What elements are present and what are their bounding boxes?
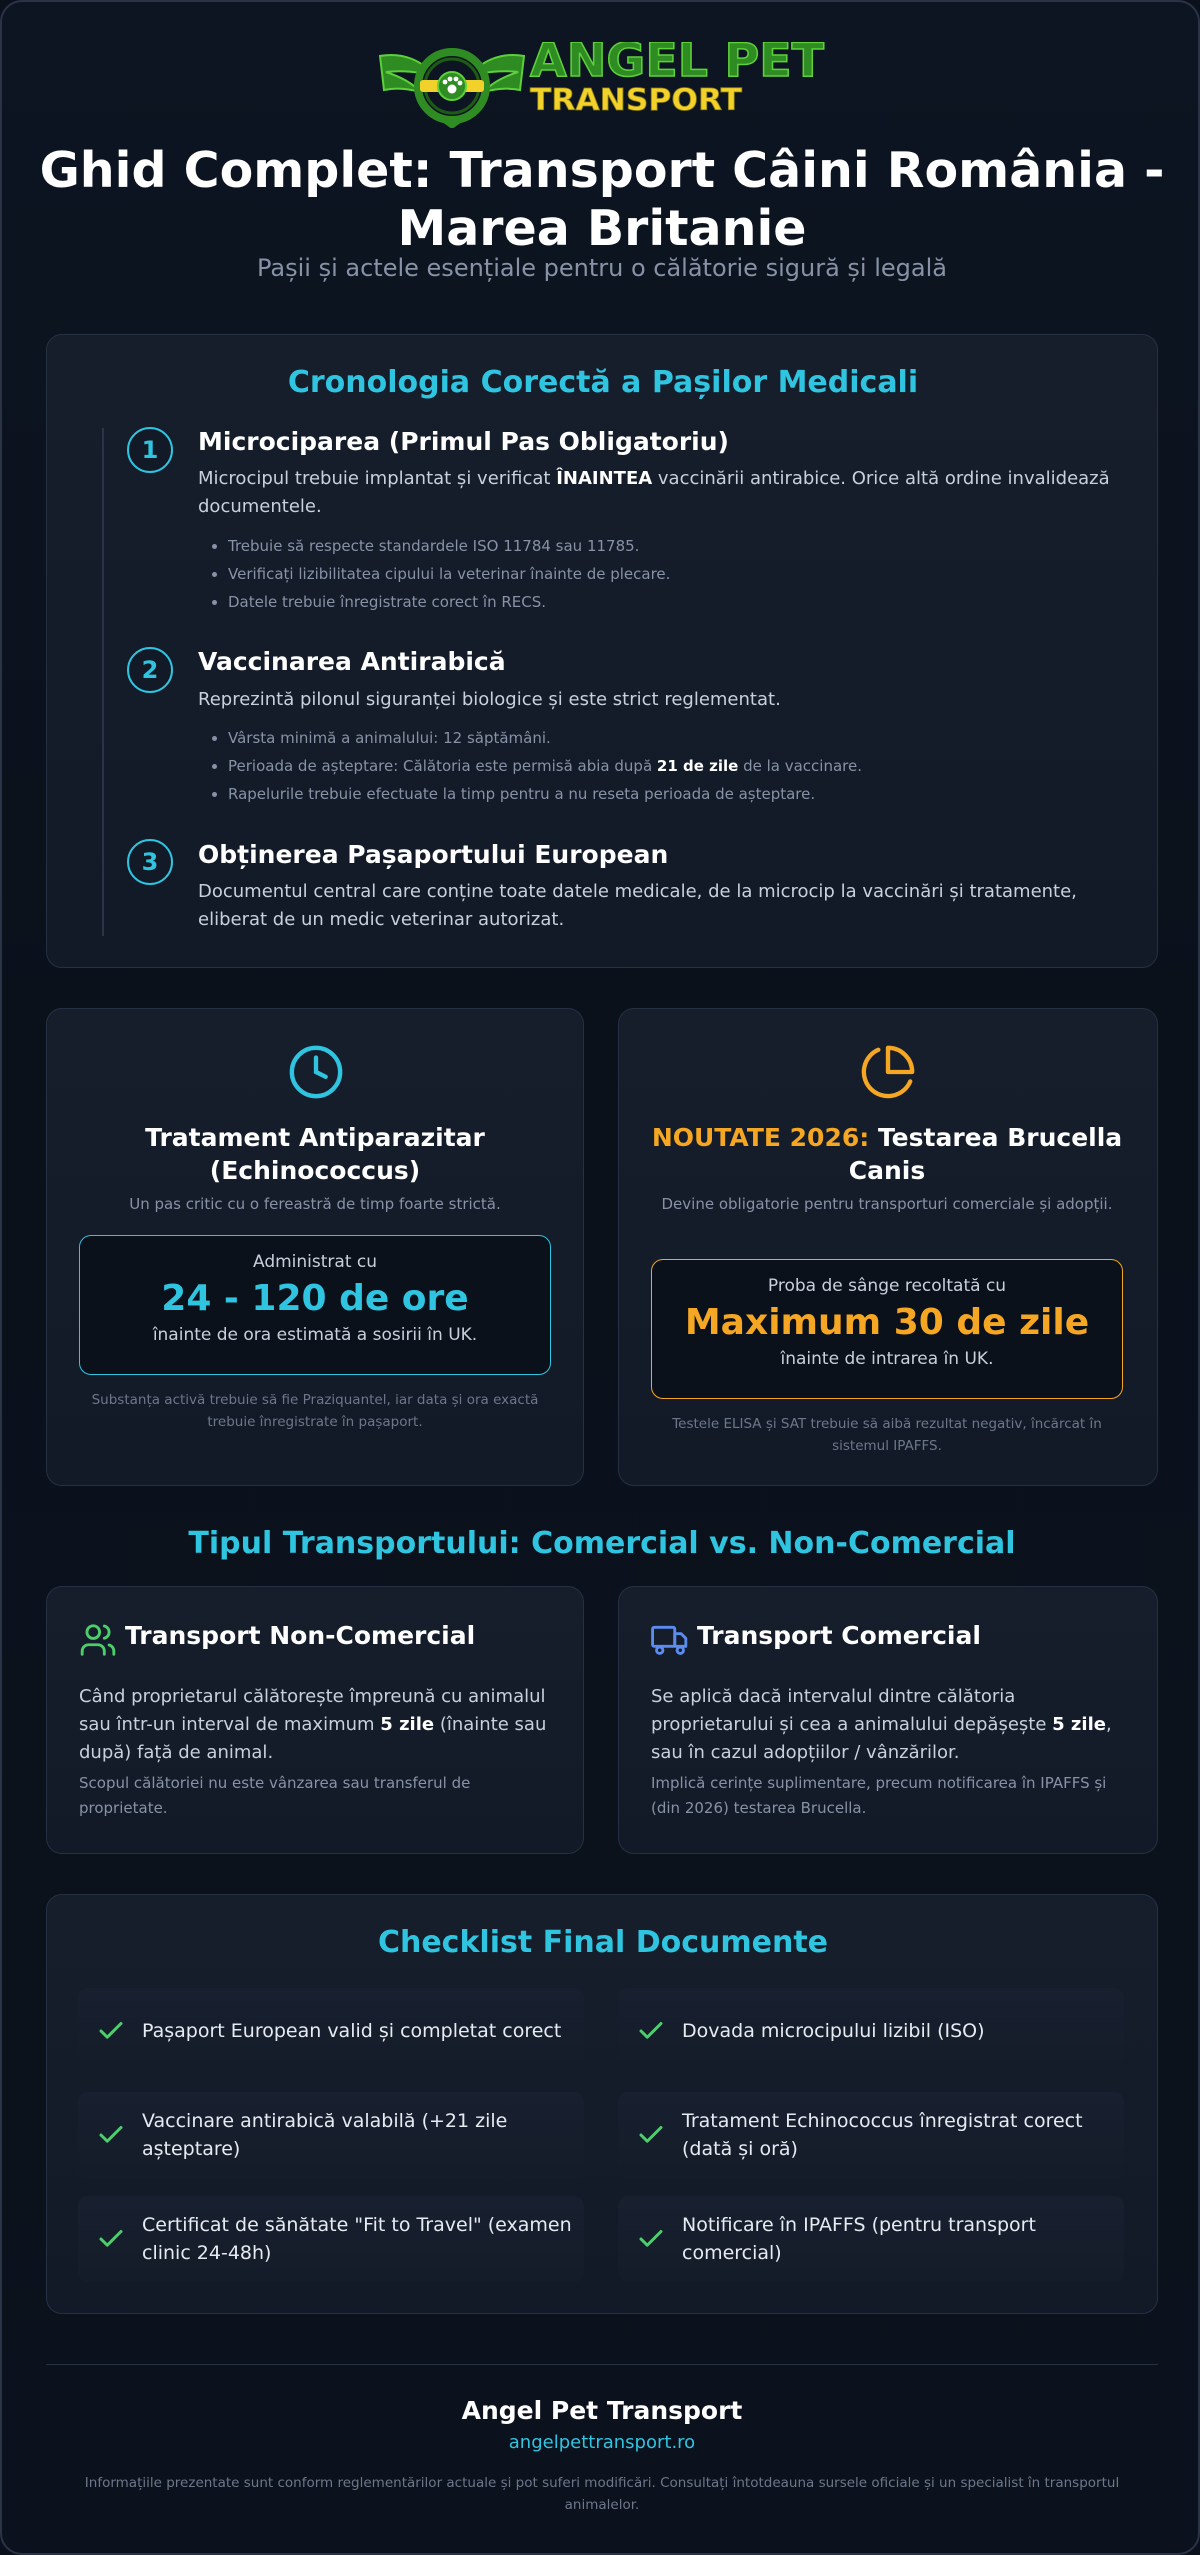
- truck-icon: [651, 1621, 689, 1659]
- list-item: • Vârsta minimă a animalului: 12 săptămâni.: [228, 724, 1108, 752]
- commercial-days: 5 zile: [1052, 1714, 1106, 1735]
- timing-value: 24 - 120 de ore: [161, 1278, 469, 1319]
- page-subtitle: Pașii și actele esențiale pentru o călătorie sigură și legală: [257, 254, 947, 282]
- commercial-description: Se aplică dacă intervalul dintre călătoria proprietarului și cea a animalului depășește 5 zile, sau în cazul adopțiilor / vânzărilor.: [651, 1686, 1112, 1763]
- step-title-3: Obținerea Pașaportului European: [198, 840, 669, 869]
- checklist-item-label: Tratament Echinococcus înregistrat corect (dată și oră): [682, 2110, 1083, 2160]
- clock-icon: [287, 1043, 345, 1101]
- non-commercial-card: [46, 1586, 584, 1854]
- brucella-card: [618, 1008, 1158, 1486]
- list-item: • Rapelurile trebuie efectuate la timp pentru a nu reseta perioada de așteptare.: [228, 780, 1108, 808]
- logo-text-angel-pet: ANGEL PET: [530, 42, 825, 87]
- checklist-item: [78, 1988, 584, 2074]
- page-title: Ghid Complet: Transport Câini România - Marea Britanie: [39, 142, 1165, 257]
- non-commercial-note: Scopul călătoriei nu este vânzarea sau transferul de proprietate.: [79, 1774, 471, 1817]
- checklist-item-label: Vaccinare antirabică valabilă (+21 zile așteptare): [142, 2110, 508, 2160]
- blood-test-label: Proba de sânge recoltată cu: [767, 1276, 1007, 1296]
- step-title-1: Microciparea (Primul Pas Obligatoriu): [198, 427, 729, 456]
- users-icon: [79, 1621, 117, 1659]
- brucella-timing-box: [651, 1259, 1123, 1399]
- commercial-title: Transport Comercial: [697, 1621, 981, 1650]
- website-link[interactable]: angelpettransport.ro: [508, 2432, 696, 2453]
- logo-text-transport: TRANSPORT: [530, 83, 743, 118]
- checklist-item: [618, 2092, 1124, 2178]
- step-description-2: Reprezintă pilonul siguranței biologice și este strict reglementat.: [198, 689, 781, 710]
- brucella-note: Testele ELISA și SAT trebuie să aibă rezultat negativ, încărcat în sistemul IPAFFS.: [672, 1416, 1102, 1454]
- step-1-emphasis: ÎNAINTEA: [556, 468, 653, 489]
- non-commercial-title: Transport Non-Comercial: [125, 1621, 476, 1650]
- list-item: • Verificați lizibilitatea cipului la veterinar înainte de plecare.: [228, 560, 1108, 588]
- checklist-item-label: Notificare în IPAFFS (pentru transport comercial): [682, 2214, 1036, 2264]
- step-number-3: 3: [127, 839, 173, 885]
- pie-chart-icon: [859, 1043, 917, 1101]
- step-1-bullets: [228, 532, 1108, 616]
- list-item: • Perioada de așteptare: Călătoria este permisă abia după 21 de zile de la vaccinare.: [228, 752, 1108, 780]
- echinococcus-title: Tratament Antiparazitar (Echinococcus): [145, 1123, 485, 1185]
- brucella-subtitle: Devine obligatorie pentru transporturi comerciale și adopții.: [661, 1195, 1113, 1213]
- echinococcus-note: Substanța activă trebuie să fie Praziquantel, iar data și ora exactă trebuie înregistrate în pașaport.: [91, 1392, 539, 1430]
- echinococcus-timing-box: [79, 1235, 551, 1375]
- non-commercial-days: 5 zile: [380, 1714, 435, 1735]
- echinococcus-subtitle: Un pas critic cu o fereastră de timp foarte strictă.: [129, 1195, 501, 1213]
- checkmark-icon: [96, 2224, 126, 2254]
- blood-test-value: Maximum 30 de zile: [684, 1302, 1090, 1343]
- commercial-note: Implică cerințe suplimentare, precum notificarea în IPAFFS și (din 2026) testarea Brucella.: [651, 1774, 1107, 1817]
- blood-test-after: înainte de intrarea în UK.: [780, 1349, 994, 1369]
- timing-label: Administrat cu: [252, 1252, 378, 1272]
- checkmark-icon: [96, 2120, 126, 2150]
- timeline-line: [102, 428, 104, 936]
- checkmark-icon: [636, 2224, 666, 2254]
- angel-pet-transport-logo: [372, 42, 832, 128]
- checkmark-icon: [96, 2016, 126, 2046]
- step-description-3: Documentul central care conține toate datele medicale, de la microcip la vaccinări și tratamente, eliberat de un medic veterinar autorizat.: [198, 881, 1077, 930]
- checklist-item: [78, 2092, 584, 2178]
- checklist-item: [78, 2196, 584, 2282]
- checklist-item: [618, 2196, 1124, 2282]
- timing-after: înainte de ora estimată a sosirii în UK.: [152, 1325, 478, 1345]
- timeline-title: Cronologia Corectă a Pașilor Medicali: [287, 365, 919, 400]
- step-2-bullets: [228, 724, 1108, 808]
- transport-section-title: Tipul Transportului: Comercial vs. Non-Comercial: [188, 1526, 1016, 1561]
- checklist-item-label: Pașaport European valid și completat corect: [142, 2020, 562, 2042]
- checklist-title: Checklist Final Documente: [377, 1925, 829, 1960]
- list-item: • Datele trebuie înregistrate corect în RECS.: [228, 588, 1108, 616]
- step-description-1: Microcipul trebuie implantat și verificat ÎNAINTEA vaccinării antirabice. Orice altă ordine invalidează documentele.: [198, 468, 1110, 517]
- checkmark-icon: [636, 2120, 666, 2150]
- commercial-card: [618, 1586, 1158, 1854]
- step-title-2: Vaccinarea Antirabică: [198, 647, 506, 676]
- echinococcus-card: [46, 1008, 584, 1486]
- brucella-title: NOUTATE 2026: Testarea Brucella Canis: [651, 1123, 1123, 1185]
- checklist-item-label: Certificat de sănătate "Fit to Travel" (examen clinic 24-48h): [142, 2214, 572, 2264]
- checkmark-icon: [636, 2016, 666, 2046]
- list-item: • Trebuie să respecte standardele ISO 11784 sau 11785.: [228, 532, 1108, 560]
- footer-disclaimer: Informațiile prezentate sunt conform reglementărilor actuale și pot suferi modificări. Consultați întotdeauna sursele oficiale și un specialist în transportul animalelor.: [84, 2475, 1120, 2513]
- step-number-2: 2: [127, 647, 173, 693]
- footer-brand: Angel Pet Transport: [461, 2396, 743, 2425]
- checklist-item-label: Dovada microcipului lizibil (ISO): [682, 2020, 985, 2042]
- wait-period-emphasis: 21 de zile: [656, 757, 739, 775]
- brucella-new-badge: NOUTATE 2026:: [651, 1123, 870, 1152]
- step-number-1: 1: [127, 427, 173, 473]
- non-commercial-description: Când proprietarul călătorește împreună cu animalul sau într-un interval de maximum 5 zile (înainte sau după) față de animal.: [79, 1686, 547, 1763]
- footer-divider: [46, 2364, 1158, 2365]
- checklist-item: [618, 1988, 1124, 2074]
